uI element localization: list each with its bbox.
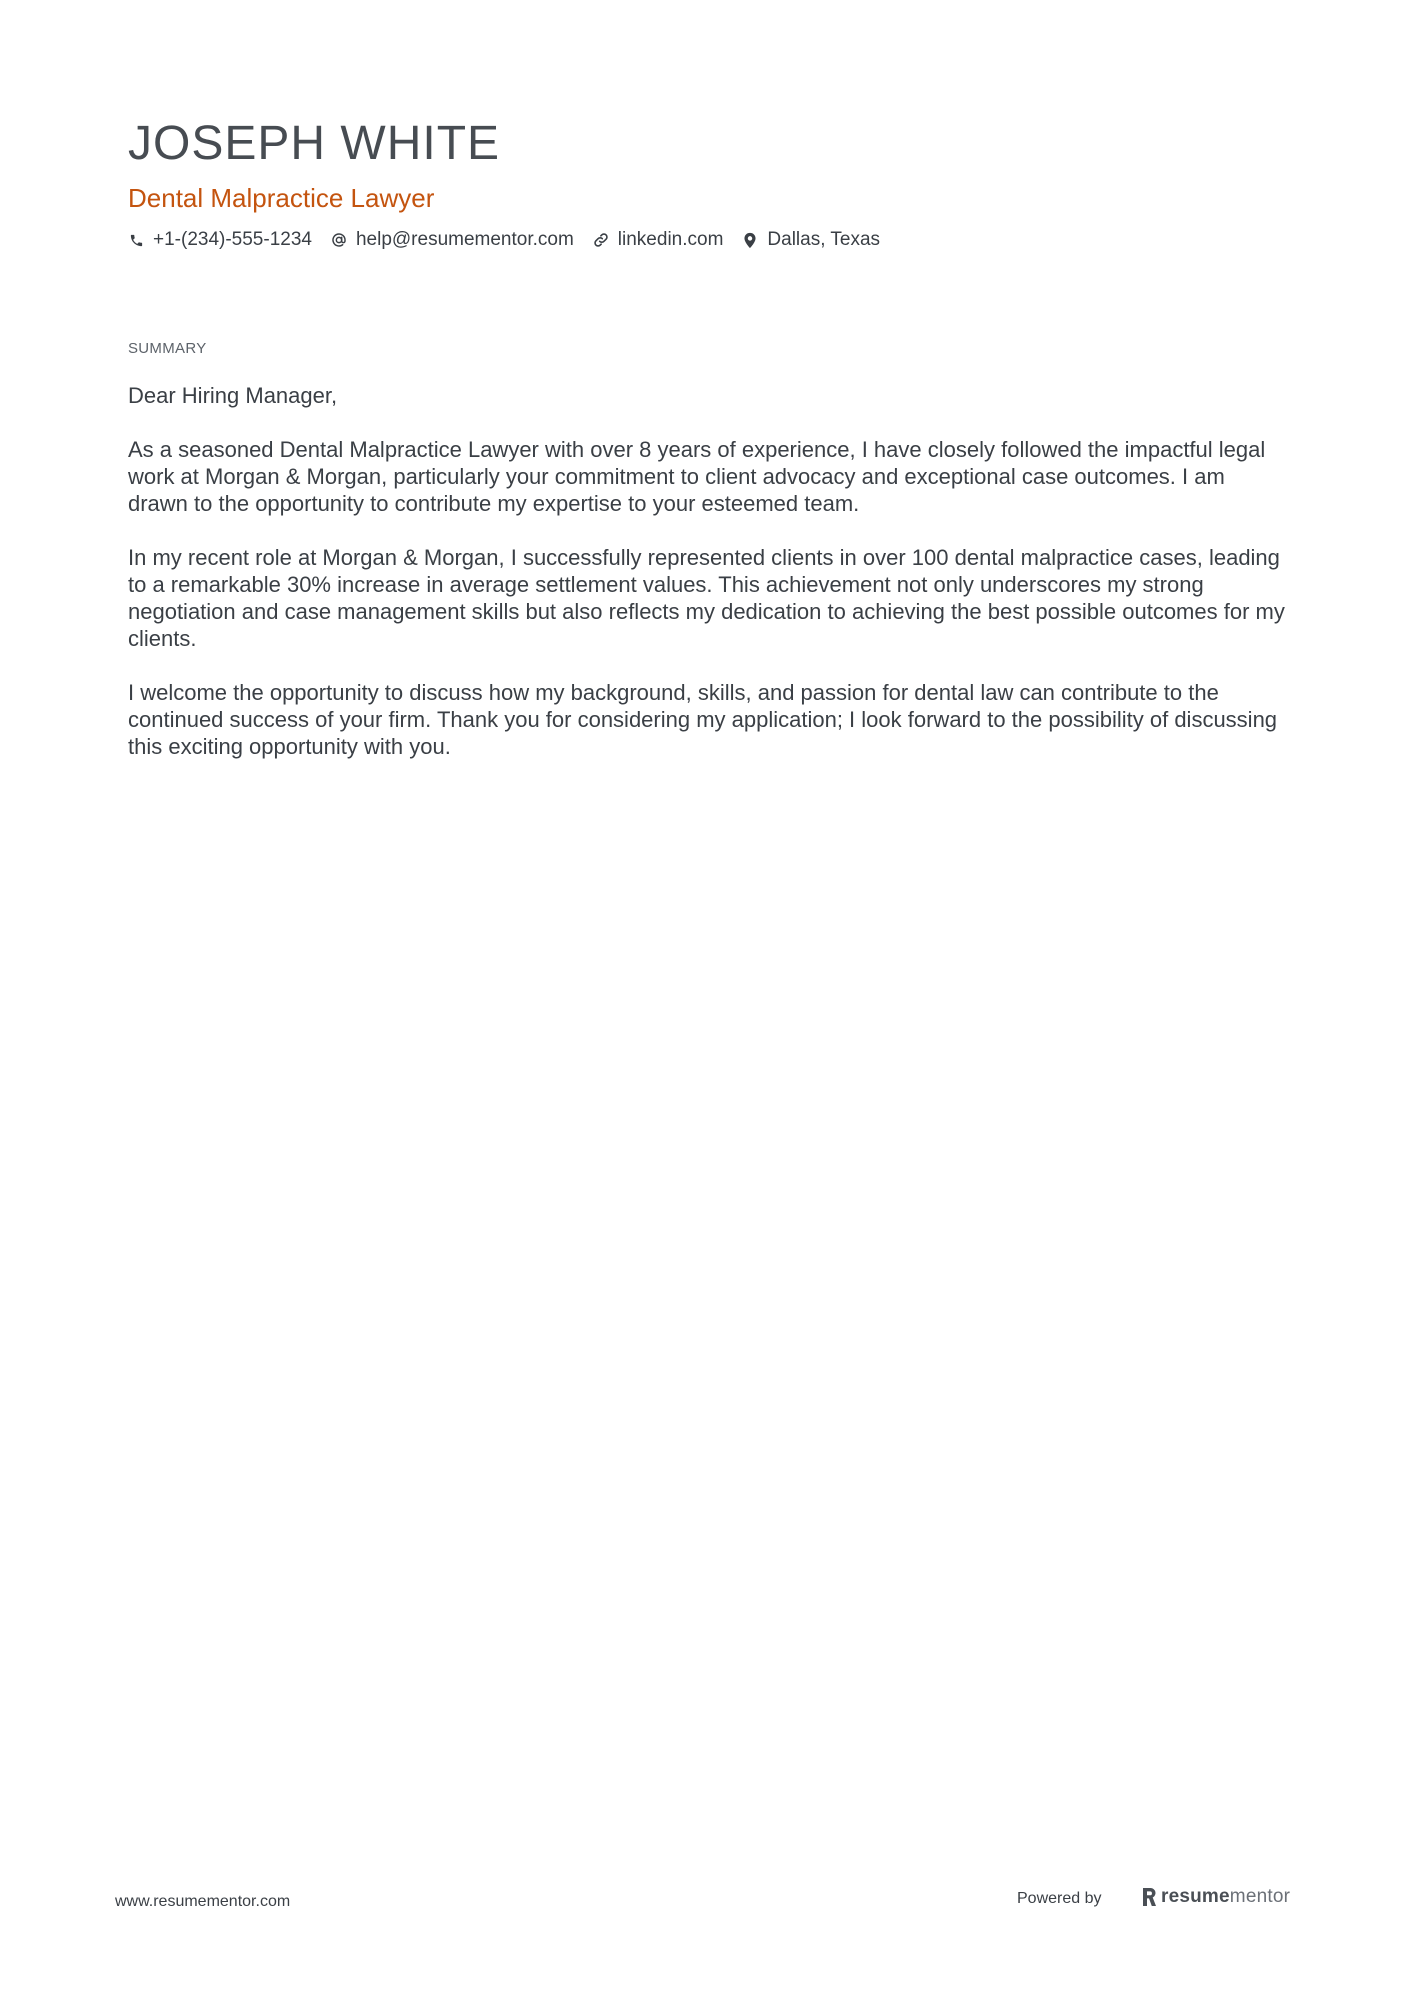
- letter-salutation: Dear Hiring Manager,: [128, 383, 338, 408]
- contact-email-text[interactable]: help@resumementor.com: [355, 229, 574, 250]
- contact-email[interactable]: [331, 229, 574, 251]
- resumementor-logo-icon: [1141, 1887, 1157, 1907]
- location-pin-icon: [742, 231, 758, 249]
- brand-wordmark: [1161, 1886, 1290, 1908]
- at-icon: [331, 231, 347, 249]
- brand-wordmark-light: mentor: [1229, 1886, 1291, 1907]
- contact-phone: [128, 229, 312, 251]
- powered-by-label: Powered by: [1017, 1890, 1102, 1907]
- brand-wordmark-bold: resume: [1161, 1886, 1230, 1907]
- phone-icon: [128, 231, 144, 249]
- contact-location-text: Dallas, Texas: [767, 229, 881, 250]
- summary-heading: SUMMARY: [128, 340, 207, 357]
- job-title: Dental Malpractice Lawyer: [128, 183, 435, 213]
- brand-logo[interactable]: [1141, 1884, 1290, 1910]
- contact-location: [742, 229, 880, 251]
- contact-linkedin-text[interactable]: linkedin.com: [617, 229, 724, 250]
- letter-paragraph: In my recent role at Morgan & Morgan, I successfully represented clients in over 100 dental malpractice cases, leading to a remarkable 30% increase in average settlement values. This achievement not only underscores my strong negotiation and case management skills but also reflects my dedication to achieving the best possible outcomes for my clients.: [128, 545, 1285, 651]
- candidate-name: JOSEPH WHITE: [128, 117, 501, 170]
- letter-paragraph: As a seasoned Dental Malpractice Lawyer with over 8 years of experience, I have closely followed the impactful legal work at Morgan & Morgan, particularly your commitment to client advocacy and exceptional case outcomes. I am drawn to the opportunity to contribute my expertise to your esteemed team.: [128, 437, 1266, 516]
- contact-linkedin[interactable]: [593, 229, 724, 251]
- contact-phone-text: +1-(234)-555-1234: [153, 229, 312, 250]
- letter-paragraph: I welcome the opportunity to discuss how my background, skills, and passion for dental law can contribute to the continued success of your firm. Thank you for considering my application; I look forward to the possibility of discussing this exciting opportunity with you.: [128, 680, 1278, 759]
- link-icon: [593, 231, 609, 249]
- contact-info: [128, 228, 899, 252]
- footer-website-link[interactable]: www.resumementor.com: [115, 1893, 291, 1910]
- letter-body: [128, 382, 1288, 787]
